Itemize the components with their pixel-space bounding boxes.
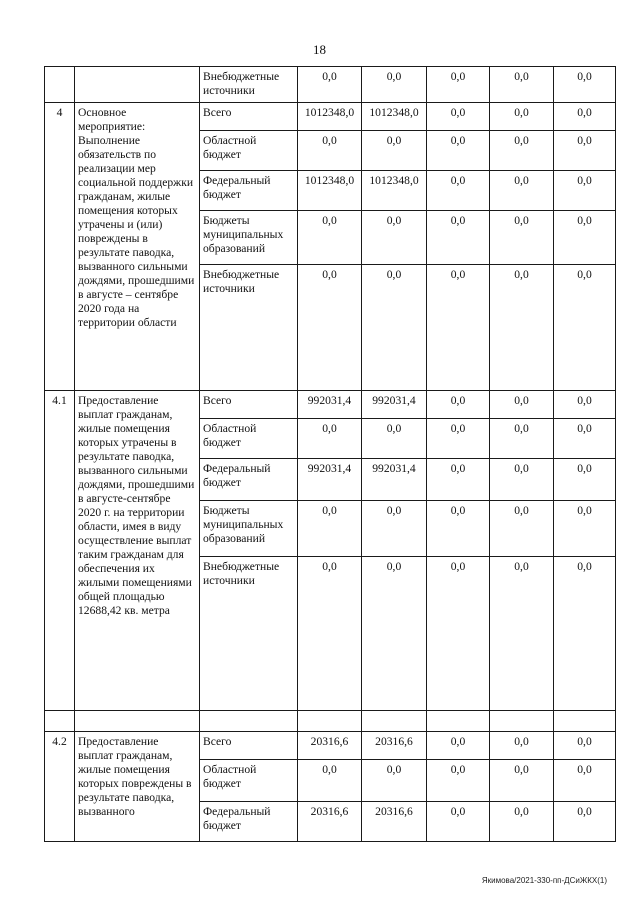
amount-cell: 0,0	[298, 211, 362, 265]
amount-cell: 0,0	[554, 391, 616, 419]
amount-cell: 0,0	[362, 67, 427, 103]
amount-cell: 0,0	[427, 391, 490, 419]
amount-cell: 0,0	[490, 391, 554, 419]
funding-source-cell: Областной бюджет	[200, 419, 298, 459]
funding-source-cell: Бюджеты муниципальных образований	[200, 501, 298, 557]
amount-cell: 0,0	[427, 103, 490, 131]
budget-table	[44, 66, 616, 842]
funding-source-cell: Бюджеты муниципальных образований	[200, 211, 298, 265]
amount-cell: 0,0	[298, 131, 362, 171]
amount-cell: 0,0	[554, 67, 616, 103]
amount-cell: 0,0	[554, 732, 616, 760]
empty-cell	[362, 711, 427, 732]
amount-cell: 0,0	[362, 211, 427, 265]
table-gap-row	[45, 711, 616, 732]
amount-cell: 0,0	[490, 171, 554, 211]
amount-cell: 0,0	[427, 131, 490, 171]
amount-cell: 0,0	[298, 265, 362, 391]
amount-cell: 0,0	[427, 802, 490, 842]
funding-source-cell: Всего	[200, 103, 298, 131]
empty-cell	[200, 711, 298, 732]
funding-source-cell: Областной бюджет	[200, 131, 298, 171]
amount-cell: 0,0	[554, 265, 616, 391]
activity-description-cell: Основное мероприятие: Выполнение обязательств по реализации мер социальной поддержки гражданам, жилые помещения которых утрачены и (или) повреждены в результате паводка, вызванного сильными дождями, прошедшими в августе – сентябре 2020 года на территории области	[75, 103, 200, 391]
funding-source-cell: Федеральный бюджет	[200, 802, 298, 842]
activity-description-cell: Предоставление выплат гражданам, жилые помещения которых повреждены в результате паводка, вызванного	[75, 732, 200, 842]
amount-cell: 0,0	[490, 67, 554, 103]
amount-cell: 0,0	[362, 419, 427, 459]
amount-cell: 0,0	[490, 459, 554, 501]
empty-cell	[427, 711, 490, 732]
amount-cell: 0,0	[427, 760, 490, 802]
amount-cell: 0,0	[490, 103, 554, 131]
funding-source-cell: Внебюджетные источники	[200, 67, 298, 103]
empty-cell	[490, 711, 554, 732]
amount-cell: 20316,6	[362, 732, 427, 760]
funding-source-cell: Внебюджетные источники	[200, 265, 298, 391]
amount-cell: 1012348,0	[362, 171, 427, 211]
funding-source-cell: Федеральный бюджет	[200, 459, 298, 501]
empty-cell	[75, 711, 200, 732]
document-footer: Якимова/2021-330-пп-ДСиЖКХ(1)	[481, 876, 607, 885]
activity-description-cell: Предоставление выплат гражданам, жилые помещения которых утрачены в результате паводка, вызванного сильными дождями, прошедшими в августе-сентябре 2020 г. на территории области, имея в виду осуществление выплат таким гражданам для обеспечения их жилыми помещениями общей площадью 12688,42 кв. метра	[75, 391, 200, 711]
amount-cell: 992031,4	[298, 391, 362, 419]
amount-cell: 0,0	[427, 732, 490, 760]
amount-cell: 0,0	[554, 131, 616, 171]
amount-cell: 0,0	[490, 802, 554, 842]
amount-cell: 0,0	[554, 760, 616, 802]
amount-cell: 992031,4	[362, 391, 427, 419]
amount-cell: 0,0	[554, 211, 616, 265]
funding-source-cell: Внебюджетные источники	[200, 557, 298, 711]
amount-cell: 0,0	[362, 760, 427, 802]
amount-cell: 20316,6	[298, 802, 362, 842]
amount-cell: 20316,6	[298, 732, 362, 760]
amount-cell: 0,0	[362, 131, 427, 171]
amount-cell: 0,0	[427, 501, 490, 557]
amount-cell: 0,0	[490, 419, 554, 459]
amount-cell: 0,0	[298, 760, 362, 802]
amount-cell: 0,0	[362, 501, 427, 557]
amount-cell: 992031,4	[298, 459, 362, 501]
funding-source-cell: Федеральный бюджет	[200, 171, 298, 211]
amount-cell: 0,0	[427, 459, 490, 501]
amount-cell: 20316,6	[362, 802, 427, 842]
funding-source-cell: Всего	[200, 732, 298, 760]
amount-cell: 0,0	[490, 501, 554, 557]
amount-cell: 0,0	[427, 67, 490, 103]
amount-cell: 0,0	[554, 103, 616, 131]
table-row	[45, 67, 616, 103]
amount-cell: 1012348,0	[298, 103, 362, 131]
amount-cell: 0,0	[427, 171, 490, 211]
item-number-cell: 4.2	[45, 732, 75, 842]
table-row	[45, 391, 616, 419]
amount-cell: 0,0	[490, 211, 554, 265]
amount-cell: 0,0	[427, 211, 490, 265]
empty-cell	[554, 711, 616, 732]
amount-cell: 0,0	[554, 459, 616, 501]
activity-description-cell	[75, 67, 200, 103]
empty-cell	[45, 711, 75, 732]
amount-cell: 0,0	[490, 557, 554, 711]
amount-cell: 0,0	[427, 557, 490, 711]
amount-cell: 0,0	[490, 265, 554, 391]
amount-cell: 0,0	[490, 131, 554, 171]
amount-cell: 0,0	[554, 557, 616, 711]
amount-cell: 0,0	[554, 802, 616, 842]
amount-cell: 1012348,0	[298, 171, 362, 211]
funding-source-cell: Областной бюджет	[200, 760, 298, 802]
amount-cell: 0,0	[427, 419, 490, 459]
amount-cell: 992031,4	[362, 459, 427, 501]
amount-cell: 1012348,0	[362, 103, 427, 131]
amount-cell: 0,0	[554, 501, 616, 557]
funding-source-cell: Всего	[200, 391, 298, 419]
amount-cell: 0,0	[298, 557, 362, 711]
amount-cell: 0,0	[362, 557, 427, 711]
page-number: 18	[313, 42, 326, 57]
amount-cell: 0,0	[554, 171, 616, 211]
amount-cell: 0,0	[298, 501, 362, 557]
item-number-cell: 4.1	[45, 391, 75, 711]
amount-cell: 0,0	[427, 265, 490, 391]
item-number-cell: 4	[45, 103, 75, 391]
amount-cell: 0,0	[298, 67, 362, 103]
amount-cell: 0,0	[490, 732, 554, 760]
amount-cell: 0,0	[490, 760, 554, 802]
amount-cell: 0,0	[362, 265, 427, 391]
table-row	[45, 732, 616, 760]
empty-cell	[298, 711, 362, 732]
table-row	[45, 103, 616, 131]
item-number-cell	[45, 67, 75, 103]
amount-cell: 0,0	[554, 419, 616, 459]
amount-cell: 0,0	[298, 419, 362, 459]
